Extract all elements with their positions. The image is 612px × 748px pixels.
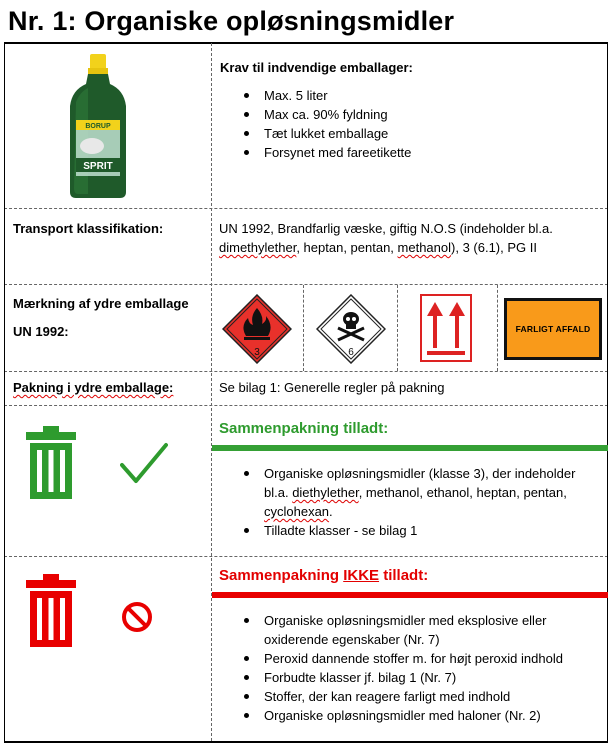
- this-way-up-icon: [420, 294, 472, 362]
- text-span: bl.a.: [264, 485, 293, 500]
- page-title: Nr. 1: Organiske opløsningsmidler: [8, 6, 455, 36]
- row-divider: [4, 405, 608, 406]
- table-left-border: [4, 42, 5, 742]
- marking-un: UN 1992:: [13, 324, 69, 339]
- toxic-hazard-icon: [316, 294, 386, 364]
- inner-packaging-heading: Krav til indvendige emballager:: [220, 60, 413, 75]
- row-divider: [4, 556, 608, 557]
- allowed-bar: [212, 445, 608, 451]
- list-item: Tæt lukket emballage: [220, 124, 411, 143]
- heading-emphasis: IKKE: [343, 567, 380, 584]
- packing-value: Se bilag 1: Generelle regler på pakning: [219, 380, 445, 395]
- hazardous-waste-label: FARLIGT AFFALD: [504, 298, 602, 360]
- list-line: oxiderende egenskaber (Nr. 7): [264, 632, 440, 647]
- toxic-class-number: 6: [348, 347, 354, 358]
- not-allowed-list: [220, 611, 605, 725]
- list-item: Organiske opløsningsmidler med haloner (Nr. 2): [220, 706, 605, 725]
- text-span: , heptan, pentan,: [296, 240, 398, 255]
- transport-line-1: UN 1992, Brandfarlig væske, giftig N.O.S (indeholder bl.a.: [219, 221, 553, 236]
- text-span: .: [329, 504, 333, 519]
- flammable-hazard-icon: [222, 294, 292, 364]
- list-item: Stoffer, der kan reagere farligt med indhold: [220, 687, 605, 706]
- flammable-class-number: 3: [254, 347, 260, 358]
- column-divider: [303, 285, 304, 371]
- table-bottom-border: [4, 741, 608, 743]
- list-line: [264, 502, 605, 521]
- heading-part: Sammenpakning: [219, 567, 344, 584]
- bottle-label-name: SPRIT: [83, 161, 113, 172]
- list-item: Forsynet med fareetikette: [220, 143, 411, 162]
- inner-packaging-list: [220, 86, 411, 162]
- list-item: Forbudte klasser jf. bilag 1 (Nr. 7): [220, 668, 605, 687]
- list-item: Peroxid dannende stoffer m. for højt peroxid indhold: [220, 649, 605, 668]
- list-item: Max ca. 90% fyldning: [220, 105, 411, 124]
- packing-label: [13, 378, 173, 397]
- not-allowed-bar: [212, 592, 608, 598]
- table-top-border: [4, 42, 608, 44]
- transport-label: Transport klassifikation:: [13, 221, 164, 236]
- list-line: Organiske opløsningsmidler med eksplosive eller: [264, 613, 547, 628]
- chemical-name: diethylether: [292, 485, 359, 500]
- row-divider: [4, 371, 608, 372]
- column-divider: [211, 43, 212, 741]
- allowed-list: [220, 464, 605, 540]
- checkmark-icon: [120, 441, 168, 485]
- prohibited-icon: [121, 601, 153, 633]
- table-right-border: [607, 42, 608, 742]
- allowed-heading: Sammenpakning tilladt:: [219, 420, 389, 437]
- not-allowed-heading: [219, 567, 428, 584]
- chemical-name: dimethylether: [219, 240, 297, 255]
- column-divider: [397, 285, 398, 371]
- chemical-name: methanol: [397, 240, 452, 255]
- packing-label-text: Pakning i ydre emballage:: [13, 380, 174, 395]
- list-item: [220, 611, 605, 649]
- list-item: [220, 464, 605, 521]
- chemical-name: cyclohexan: [264, 504, 330, 519]
- list-line: Organiske opløsningsmidler (klasse 3), der indeholder: [264, 466, 576, 481]
- bottle-image: [66, 54, 130, 199]
- trash-can-red-icon: [26, 573, 76, 647]
- column-divider: [497, 285, 498, 371]
- bottle-brand: BORUP: [85, 123, 111, 130]
- trash-can-green-icon: [26, 425, 76, 499]
- list-item: Tilladte klasser - se bilag 1: [220, 521, 605, 540]
- list-line: [264, 483, 605, 502]
- heading-part: tilladt:: [379, 567, 429, 584]
- transport-line-2: [219, 238, 604, 257]
- transport-value: [219, 219, 604, 257]
- marking-label: Mærkning af ydre emballage: [13, 296, 189, 311]
- text-span: , methanol, ethanol, heptan, pentan,: [358, 485, 567, 500]
- list-item: Max. 5 liter: [220, 86, 411, 105]
- row-divider: [4, 284, 608, 285]
- text-span: ), 3 (6.1), PG II: [451, 240, 537, 255]
- row-divider: [4, 208, 608, 209]
